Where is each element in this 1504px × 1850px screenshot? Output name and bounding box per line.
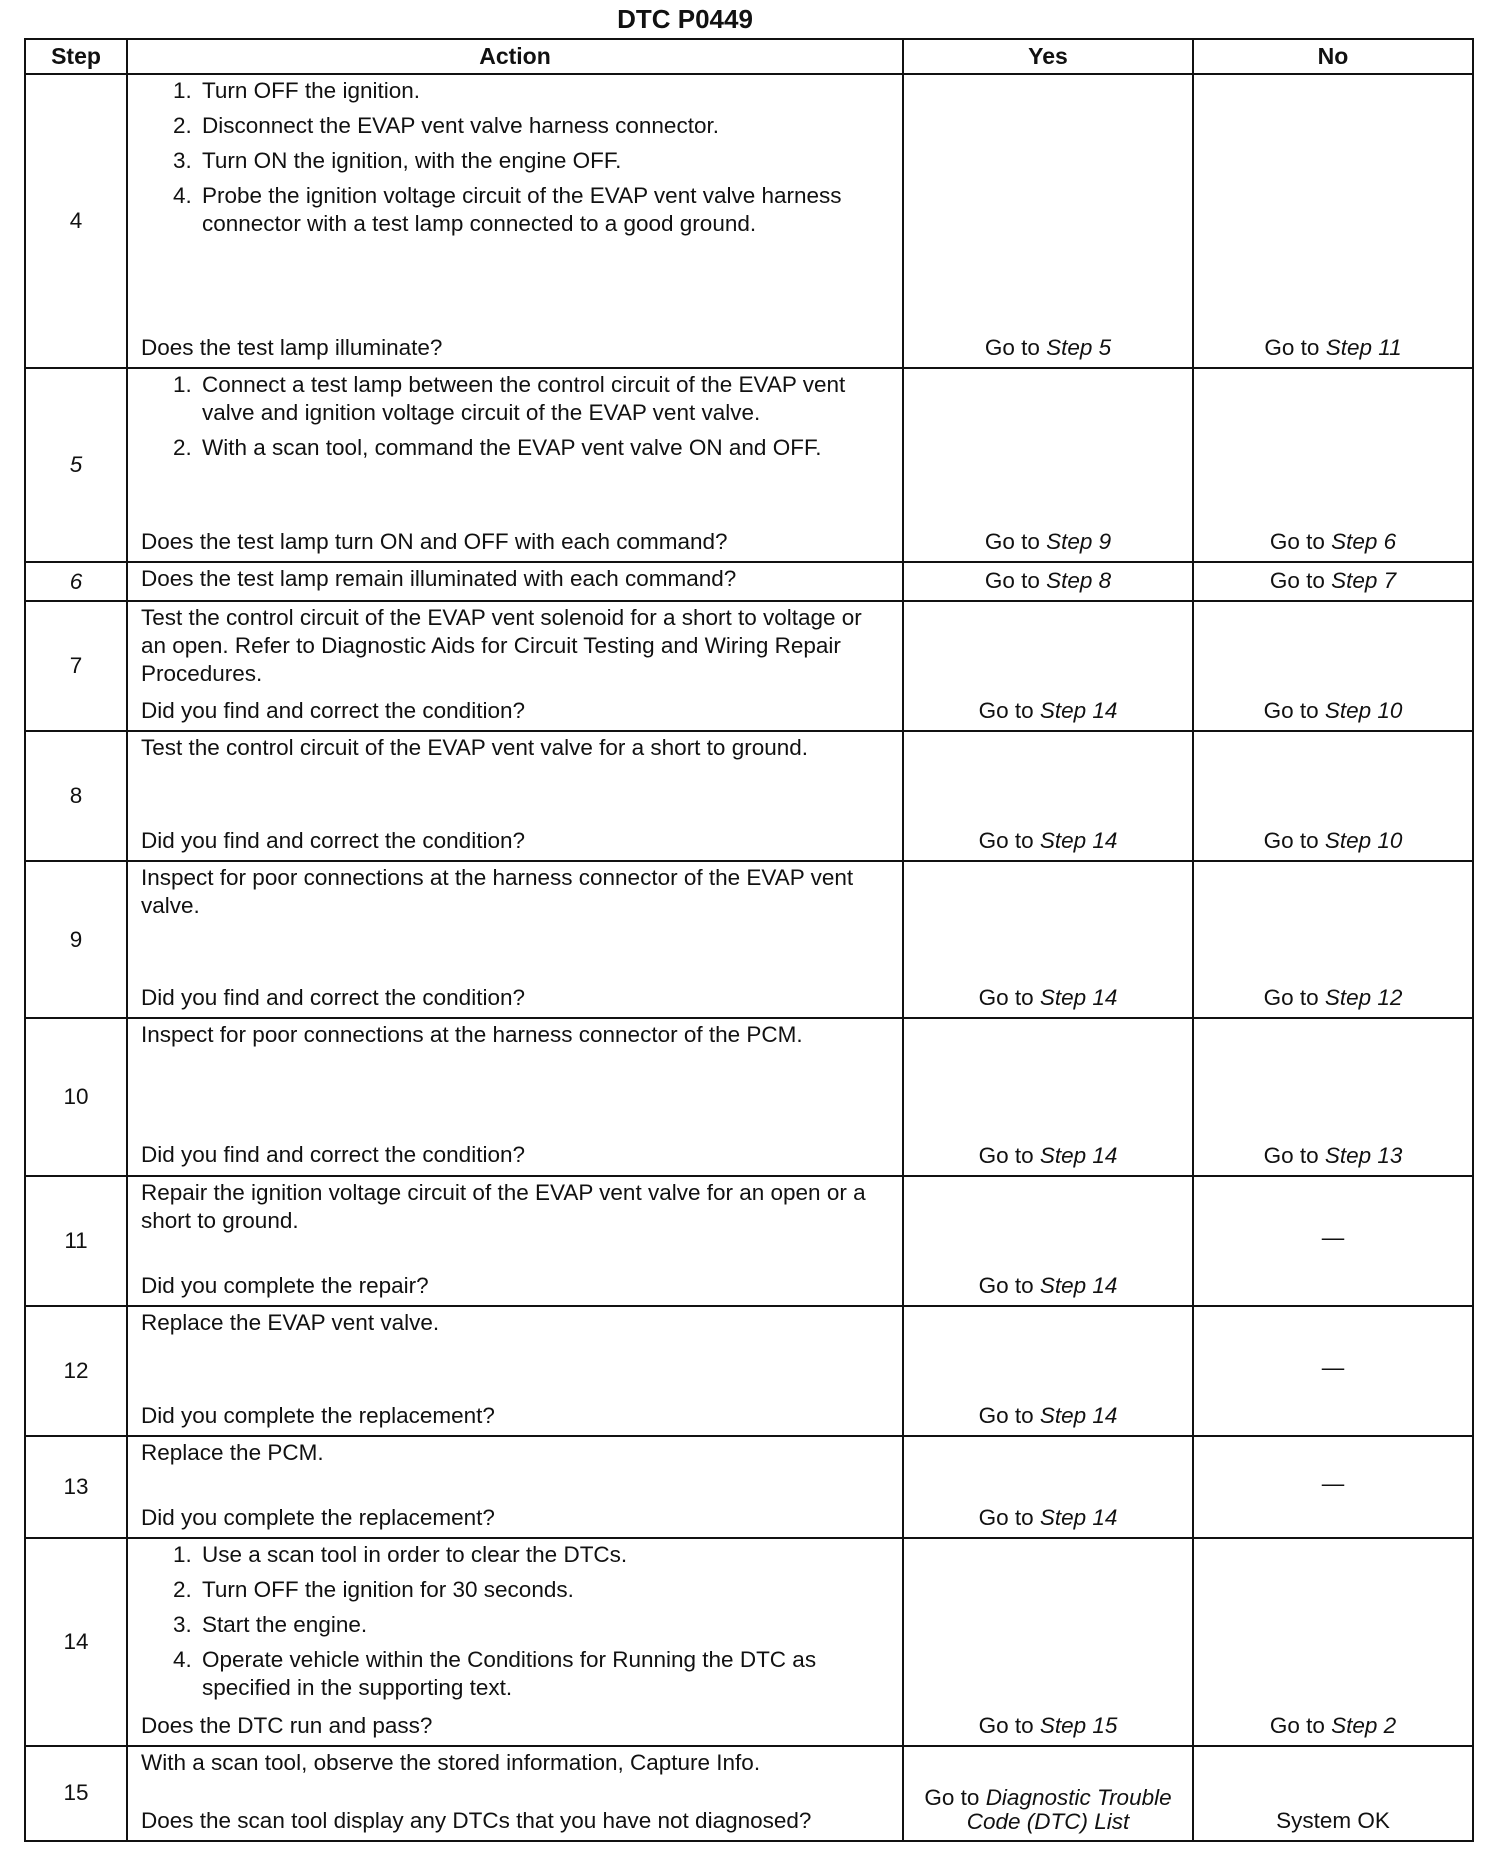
yes-goto-prefix: Go to [978,828,1034,854]
no-goto-prefix: Go to [1263,698,1319,724]
action-step-item: 3. Start the engine. [198,1611,890,1639]
no-cell [1193,1436,1473,1538]
table-row [25,1018,1473,1175]
action-cell [127,601,903,731]
yes-goto-prefix: Go to [984,529,1040,555]
header-step: Step [25,39,127,74]
action-instructions [141,1747,890,1777]
table-row [25,1538,1473,1746]
step-number: 6 [25,562,127,601]
document-title: DTC P0449 [617,4,753,34]
table-row [25,861,1473,1018]
no-cell [1193,1746,1473,1841]
yes-goto-prefix: Go to [978,1142,1034,1168]
yes-goto-prefix: Go to [978,1504,1034,1530]
action-instructions [141,732,890,762]
header-no: No [1193,39,1473,74]
no-not-applicable: — [1321,1354,1345,1380]
action-step-item: 4. Probe the ignition voltage circuit of the EVAP vent valve harness connector with a test lamp connected to a good ground. [198,182,890,238]
action-question: Did you complete the replacement? [141,1504,495,1530]
table-row [25,1176,1473,1306]
no-step-link[interactable]: Step 12 [1324,985,1403,1011]
yes-cell [903,1176,1193,1306]
yes-cell [903,1746,1193,1841]
action-text: Test the control circuit of the EVAP vent solenoid for a short to voltage or an open. Refer to Diagnostic Aids for Circuit Testing and Wiring Repair Procedures. [141,605,862,687]
step-number: 15 [25,1746,127,1841]
action-text: Replace the EVAP vent valve. [141,1309,440,1335]
yes-step-link[interactable]: Step 14 [1039,698,1118,724]
table-body [25,74,1473,1841]
yes-goto-prefix: Go to [978,1402,1034,1428]
action-question: Did you complete the repair? [141,1272,429,1298]
table-header-row [25,39,1473,74]
step-number: 10 [25,1018,127,1175]
yes-step-link[interactable]: Step 8 [1046,568,1112,594]
action-steps-list [141,371,890,462]
yes-step-link[interactable]: Step 14 [1039,1402,1118,1428]
action-question: Did you find and correct the condition? [141,985,525,1011]
yes-cell [903,731,1193,861]
yes-goto-prefix: Go to [984,335,1040,361]
yes-cell [903,1306,1193,1436]
yes-cell [903,368,1193,562]
action-instructions [141,602,890,688]
no-cell [1193,368,1473,562]
action-instructions [141,369,890,469]
action-cell [127,861,903,1018]
action-step-item: 2. With a scan tool, command the EVAP vent valve ON and OFF. [198,434,890,462]
yes-cell [903,601,1193,731]
yes-goto-prefix: Go to [978,698,1034,724]
action-question: Does the test lamp remain illuminated with each command? [141,566,737,592]
header-yes: Yes [903,39,1193,74]
no-step-link[interactable]: Step 13 [1324,1142,1403,1168]
action-text: With a scan tool, observe the stored information, Capture Info. [141,1749,761,1775]
no-cell [1193,562,1473,601]
action-text: Inspect for poor connections at the harness connector of the PCM. [141,1022,803,1048]
no-goto-prefix: Go to [1264,335,1320,361]
table-row [25,74,1473,368]
yes-step-link[interactable]: Step 14 [1039,1504,1118,1530]
step-number: 8 [25,731,127,861]
yes-cell [903,562,1193,601]
header-action: Action [127,39,903,74]
table-row [25,1306,1473,1436]
action-text: Repair the ignition voltage circuit of the EVAP vent valve for an open or a short to ground. [141,1179,866,1233]
yes-cell [903,1018,1193,1175]
action-cell [127,74,903,368]
table-row [25,1746,1473,1841]
action-step-item: 3. Turn ON the ignition, with the engine OFF. [198,147,890,175]
no-goto-prefix: Go to [1263,1142,1319,1168]
step-number: 4 [25,74,127,368]
no-not-applicable: — [1321,1470,1345,1496]
action-question: Does the test lamp turn ON and OFF with each command? [141,529,728,555]
step-number: 9 [25,861,127,1018]
no-cell [1193,731,1473,861]
no-goto-prefix: Go to [1263,985,1319,1011]
action-step-item: 1. Turn OFF the ignition. [198,77,890,105]
action-text: Inspect for poor connections at the harness connector of the EVAP vent valve. [141,865,854,919]
yes-step-link[interactable]: Step 9 [1046,529,1112,555]
no-cell [1193,861,1473,1018]
action-cell [127,1746,903,1841]
no-goto-prefix: Go to [1263,828,1319,854]
action-instructions [141,1539,890,1709]
action-cell [127,562,903,601]
action-question: Did you find and correct the condition? [141,828,525,854]
no-step-link[interactable]: Step 11 [1325,335,1402,361]
no-cell [1193,1018,1473,1175]
action-instructions [141,75,890,245]
action-text: Test the control circuit of the EVAP vent valve for a short to ground. [141,735,809,761]
diagnostic-table [24,38,1474,1842]
step-number: 12 [25,1306,127,1436]
no-cell [1193,74,1473,368]
no-step-link[interactable]: Step 10 [1324,698,1403,724]
yes-goto-prefix: Go to [984,568,1040,594]
step-number: 13 [25,1436,127,1538]
action-question: Does the DTC run and pass? [141,1712,433,1738]
action-step-item: 1. Connect a test lamp between the control circuit of the EVAP vent valve and ignition voltage circuit of the EVAP vent valve. [198,371,890,427]
action-question: Does the test lamp illuminate? [141,335,443,360]
no-step-link[interactable]: Step 10 [1324,828,1403,854]
action-cell [127,1306,903,1436]
yes-step-link[interactable]: Step 15 [1039,1712,1118,1738]
action-instructions [141,1437,890,1467]
action-question: Did you complete the replacement? [141,1402,495,1428]
action-step-item: 2. Disconnect the EVAP vent valve harness connector. [198,112,890,140]
action-instructions [141,1307,890,1337]
no-cell [1193,1306,1473,1436]
step-number: 11 [25,1176,127,1306]
table-row [25,562,1473,601]
no-goto-prefix: Go to [1269,568,1325,594]
action-question: Does the scan tool display any DTCs that you have not diagnosed? [141,1807,812,1833]
yes-goto-prefix: Go to [978,1712,1034,1738]
no-step-link[interactable]: Step 6 [1331,529,1397,555]
no-not-applicable: — [1321,1224,1345,1250]
action-question: Did you find and correct the condition? [141,1142,525,1168]
action-cell [127,1176,903,1306]
action-instructions [141,1019,890,1049]
table-row [25,601,1473,731]
step-number: 7 [25,601,127,731]
table-row [25,1436,1473,1538]
action-cell [127,368,903,562]
table-row [25,368,1473,562]
action-cell [127,1436,903,1538]
no-step-link[interactable]: Step 2 [1331,1712,1397,1738]
no-cell [1193,1538,1473,1746]
step-number: 5 [25,368,127,562]
step-number: 14 [25,1538,127,1746]
no-cell [1193,601,1473,731]
yes-step-link[interactable]: Step 14 [1039,1272,1118,1298]
yes-cell [903,1538,1193,1746]
action-instructions [141,1177,890,1235]
action-step-item: 4. Operate vehicle within the Conditions for Running the DTC as specified in the supporting text. [198,1646,890,1702]
yes-step-link[interactable]: Step 14 [1039,828,1118,854]
no-result-text: System OK [1276,1808,1390,1833]
no-cell [1193,1176,1473,1306]
action-cell [127,731,903,861]
table-row [25,731,1473,861]
yes-goto-prefix: Go to [978,985,1034,1011]
action-instructions [141,862,890,920]
no-step-link[interactable]: Step 7 [1331,568,1397,594]
no-goto-prefix: Go to [1269,529,1325,555]
action-steps-list [141,1541,890,1702]
yes-step-link[interactable]: Step 14 [1039,1142,1118,1168]
action-step-item: 2. Turn OFF the ignition for 30 seconds. [198,1576,890,1604]
yes-cell [903,1436,1193,1538]
yes-goto-prefix: Go to [924,1785,980,1810]
action-question: Did you find and correct the condition? [141,698,525,724]
action-steps-list [141,77,890,238]
yes-step-link[interactable]: Step 5 [1046,335,1112,361]
yes-step-link[interactable]: Step 14 [1039,985,1118,1011]
yes-step-link[interactable]: Diagnostic Trouble Code (DTC) List [966,1785,1172,1834]
yes-cell [903,74,1193,368]
action-step-item: 1. Use a scan tool in order to clear the DTCs. [198,1541,890,1569]
yes-goto-prefix: Go to [978,1272,1034,1298]
no-goto-prefix: Go to [1269,1712,1325,1738]
action-cell [127,1538,903,1746]
action-cell [127,1018,903,1175]
action-text: Replace the PCM. [141,1439,324,1465]
yes-cell [903,861,1193,1018]
